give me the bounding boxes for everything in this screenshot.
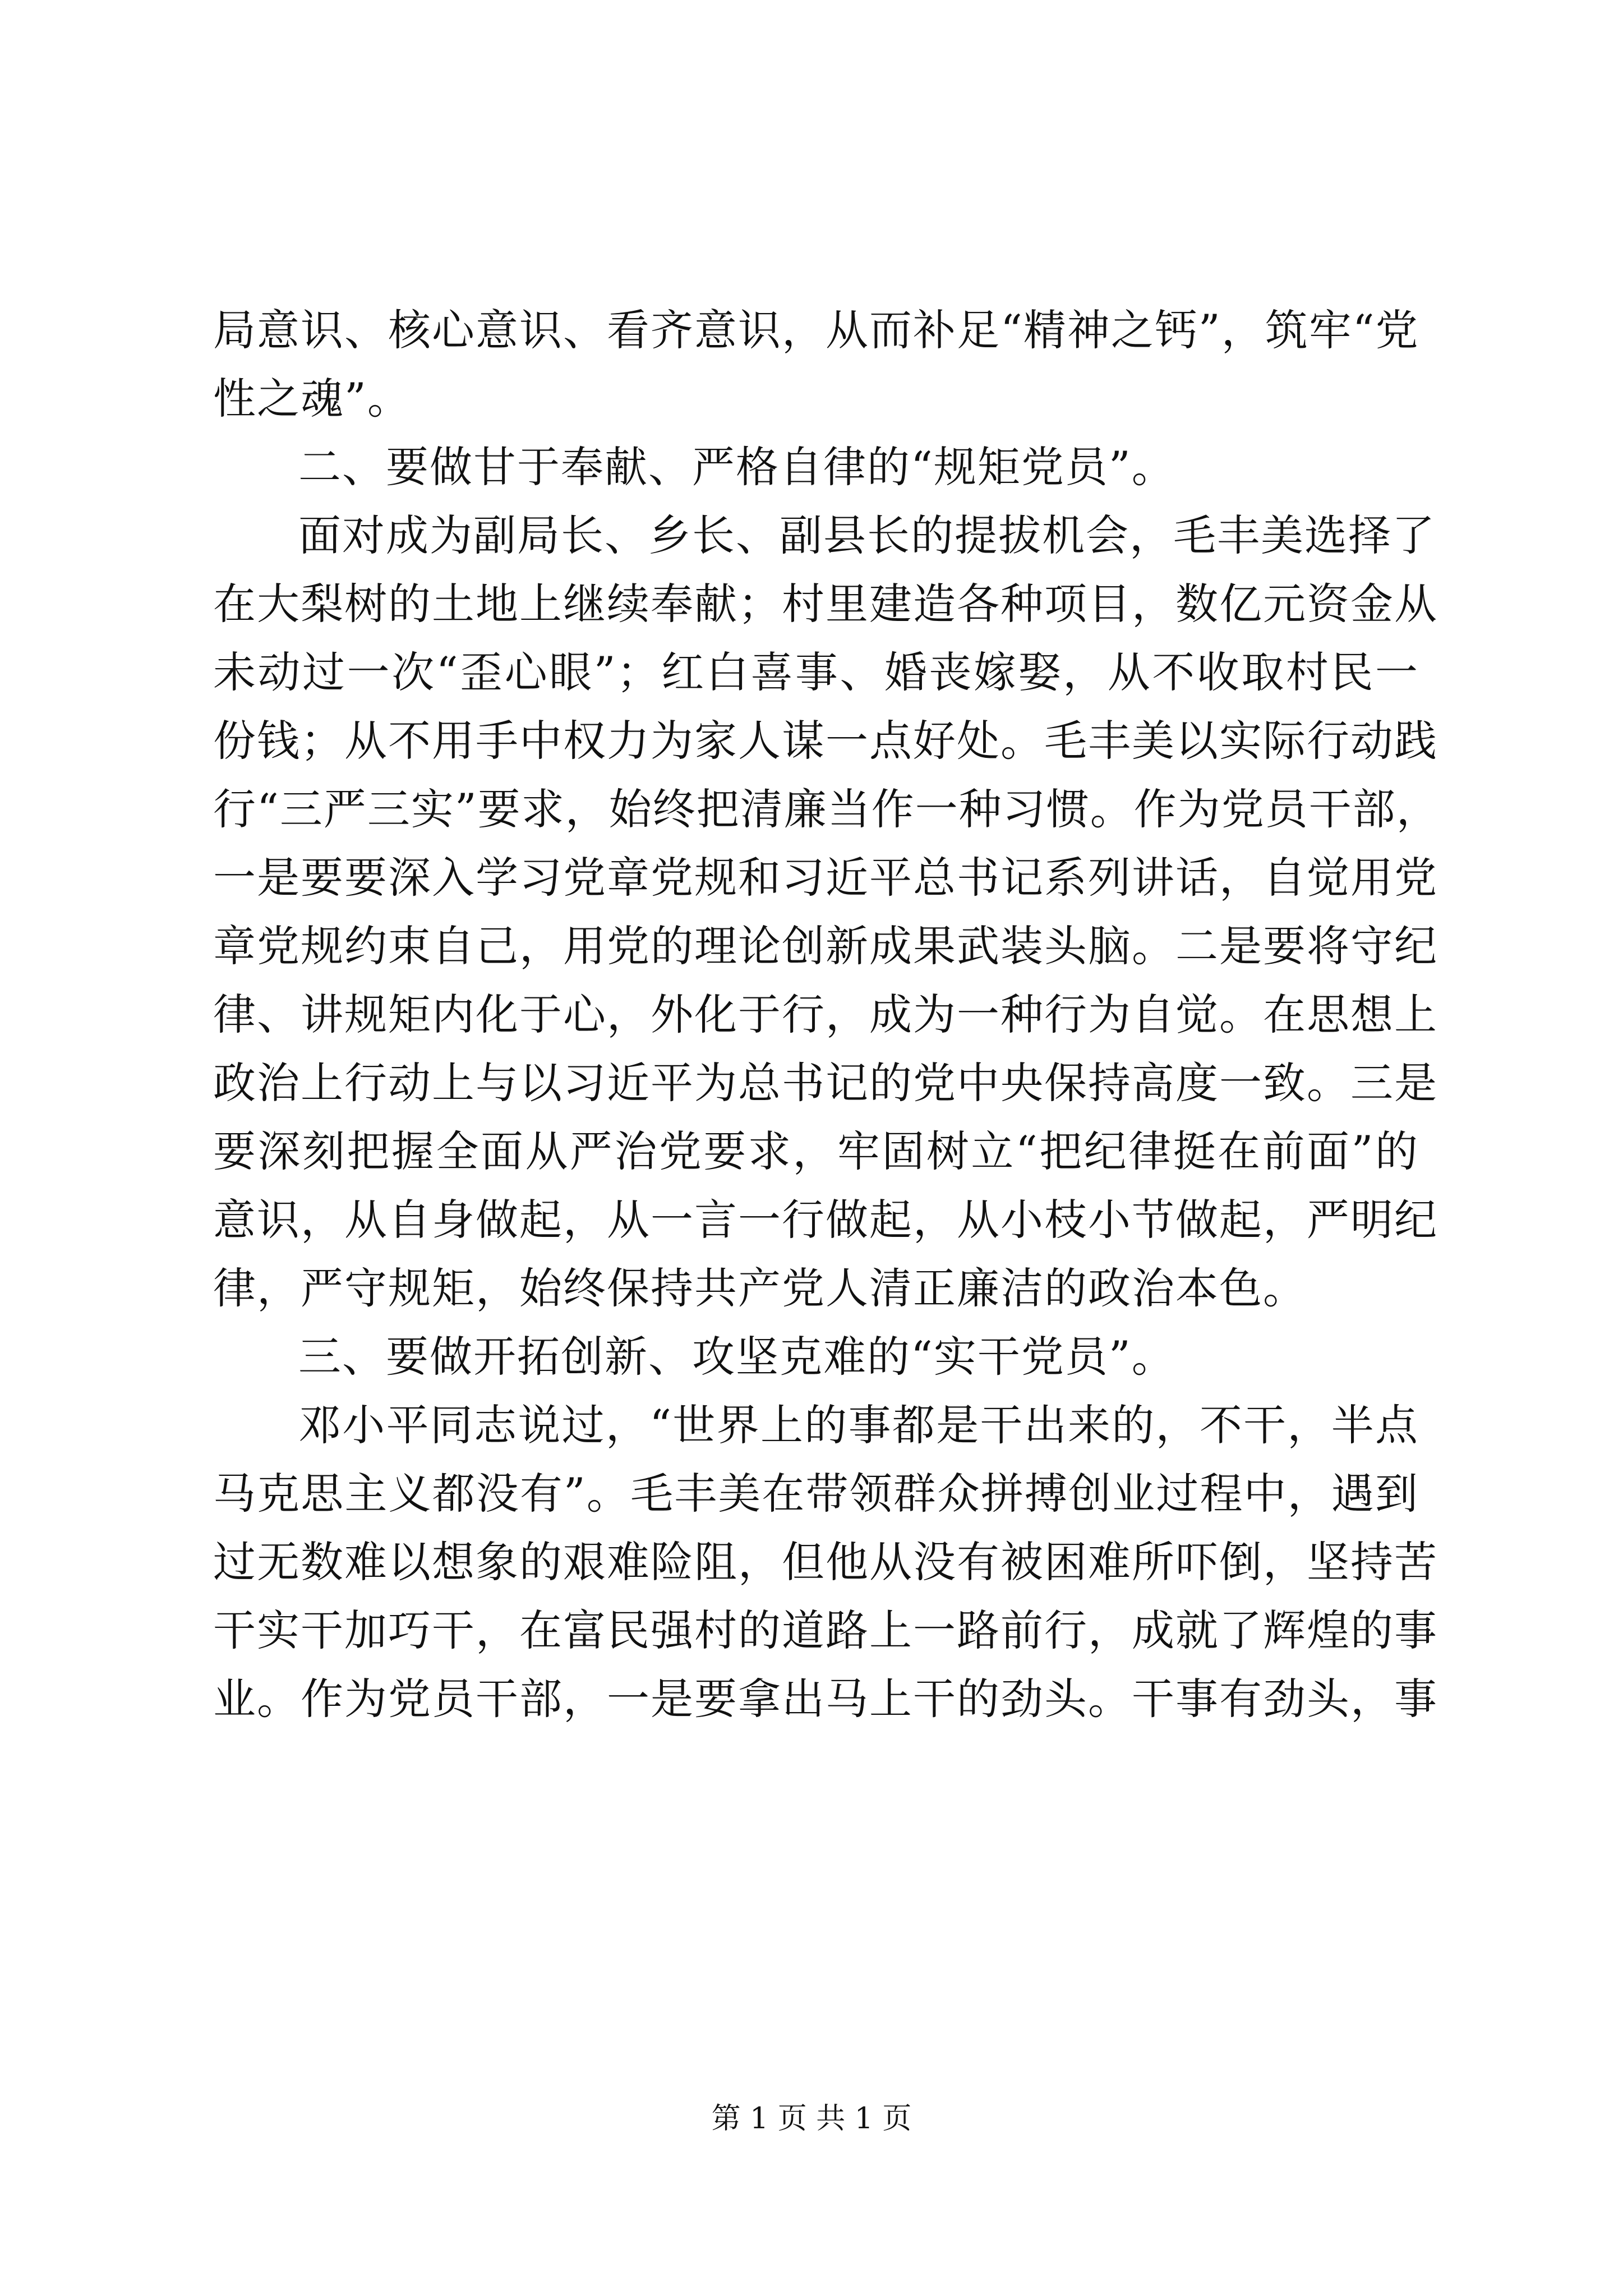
document-body xyxy=(213,296,1440,1733)
body-line: 业。作为党员干部，一是要拿出马上干的劲头。干事有劲头，事 xyxy=(213,1674,1438,1724)
body-line: 一是要要深入学习党章党规和习近平总书记系列讲话，自觉用党 xyxy=(213,853,1438,903)
page-footer: 第 1 页 共 1 页 xyxy=(711,2102,912,2136)
body-line: 性之魂”。 xyxy=(213,374,411,424)
body-line: 干实干加巧干，在富民强村的道路上一路前行，成就了辉煌的事 xyxy=(213,1605,1438,1655)
body-line: 行“三严三实”要求，始终把清廉当作一种习惯。作为党员干部， xyxy=(213,784,1440,834)
body-line: 马克思主义都没有”。毛丰美在带领群众拼搏创业过程中，遇到 xyxy=(213,1469,1419,1519)
body-line: 律，严守规矩，始终保持共产党人清正廉洁的政治本色。 xyxy=(213,1263,1307,1313)
body-line: 政治上行动上与以习近平为总书记的党中央保持高度一致。三是 xyxy=(213,1058,1438,1108)
body-line: 要深刻把握全面从严治党要求，牢固树立“把纪律挺在前面”的 xyxy=(213,1126,1419,1176)
body-line: 在大梨树的土地上继续奉献；村里建造各种项目，数亿元资金从 xyxy=(213,579,1438,629)
body-line: 意识，从自身做起，从一言一行做起，从小枝小节做起，严明纪 xyxy=(213,1195,1438,1245)
body-line: 局意识、核心意识、看齐意识，从而补足“精神之钙”，筑牢“党 xyxy=(213,305,1419,355)
body-line: 未动过一次“歪心眼”；红白喜事、婚丧嫁娶，从不收取村民一 xyxy=(213,647,1419,697)
body-line: 章党规约束自己，用党的理论创新成果武装头脑。二是要将守纪 xyxy=(213,921,1438,971)
section-heading: 二、要做甘于奉献、严格自律的“规矩党员”。 xyxy=(298,442,1175,492)
body-line: 份钱；从不用手中权力为家人谋一点好处。毛丰美以实际行动践 xyxy=(213,716,1438,766)
body-line: 面对成为副局长、乡长、副县长的提拔机会，毛丰美选择了 xyxy=(298,510,1436,560)
body-line: 律、讲规矩内化于心，外化于行，成为一种行为自觉。在思想上 xyxy=(213,990,1438,1039)
section-heading: 三、要做开拓创新、攻坚克难的“实干党员”。 xyxy=(298,1332,1175,1382)
body-line: 邓小平同志说过，“世界上的事都是干出来的，不干，半点 xyxy=(298,1400,1419,1450)
body-line: 过无数难以想象的艰难险阻，但他从没有被困难所吓倒，坚持苦 xyxy=(213,1537,1438,1587)
